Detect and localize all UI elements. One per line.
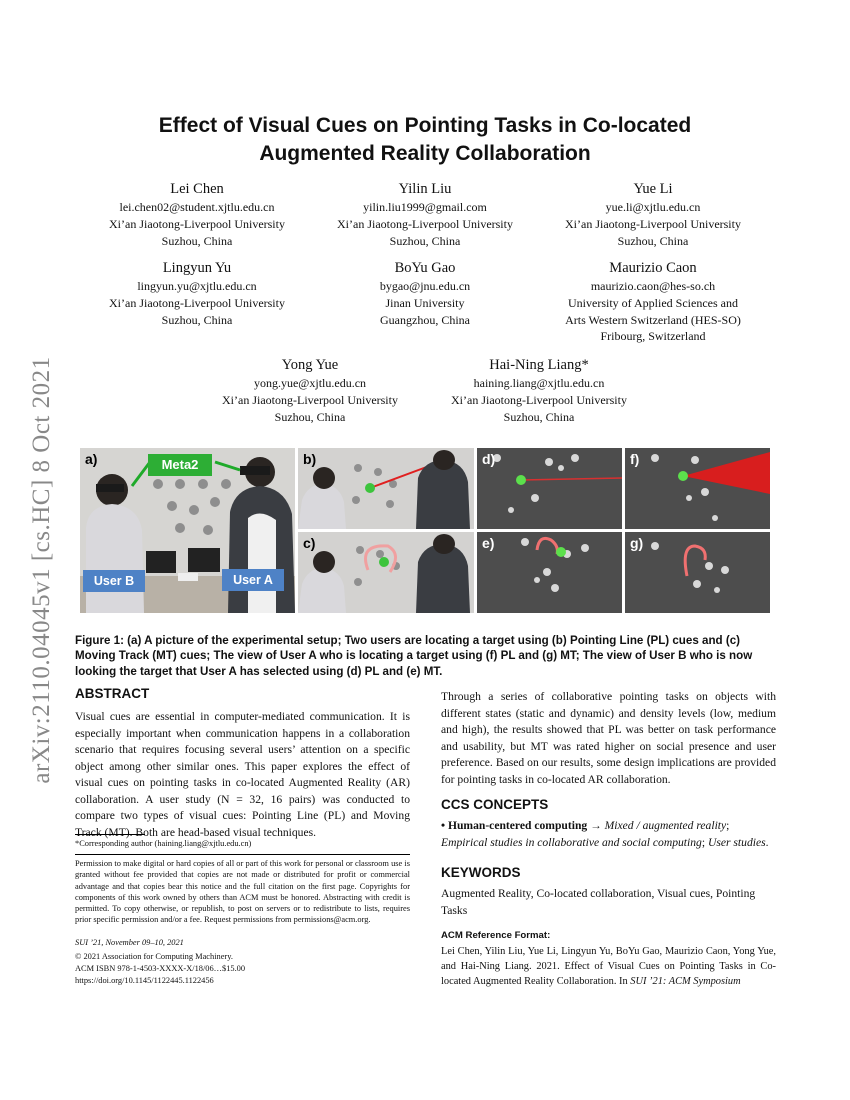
user-a-label: User A: [222, 569, 284, 591]
reference-heading: ACM Reference Format:: [441, 930, 551, 941]
author-block: [67, 180, 327, 249]
author-block: [523, 180, 783, 249]
ccs-sep-2: ;: [701, 835, 708, 849]
reference-body: Lei Chen, Yilin Liu, Yue Li, Lingyun Yu, BoYu Gao, Maurizio Caon, Yong Yue, and Hai-Ning Liang. 2021. Effect of Visual Cues on Pointing Tasks in Co-located Augmented Reality Collaboration. In: [441, 946, 776, 988]
abstract-left: Visual cues are essential in computer-mediated communication. It is especially important when communication happens in a collaboration scenario that requires focusing several users’ attention on a specific object among other similar ones. This paper explores the effect of visual cues on pointing tasks in co-located Augmented Reality (AR) collaboration. A user study (N = 32, 16 pairs) was conducted to compare two types of visual cues: Pointing Line (PL) and Moving Track (MT). Both are head-based visual techniques.: [75, 710, 410, 839]
ccs-italic-1: Mixed / augmented reality: [604, 819, 727, 832]
figure-panel-e: [477, 532, 622, 613]
ccs-italic-2: Empirical studies in collaborative and social computing: [441, 835, 702, 849]
panel-label-a: a): [85, 451, 98, 467]
ccs-text: [441, 818, 776, 851]
panel-d-image: [477, 448, 622, 529]
author-email[interactable]: bygao@jnu.edu.cn: [379, 279, 471, 293]
paper-title: [70, 112, 780, 168]
author-affiliation: Xi’an Jiaotong-Liverpool University: [451, 392, 627, 407]
author-location: Suzhou, China: [161, 233, 233, 248]
author-location: Suzhou, China: [161, 312, 233, 327]
author-email[interactable]: maurizio.caon@hes-so.ch: [590, 279, 716, 293]
isbn-line: ACM ISBN 978-1-4503-XXXX-X/18/06…$15.00: [75, 964, 246, 973]
keywords-heading: KEYWORDS: [441, 865, 521, 880]
author-location: Suzhou, China: [274, 409, 346, 424]
author-email[interactable]: yue.li@xjtlu.edu.cn: [605, 200, 701, 214]
ccs-sep-1: ;: [726, 819, 730, 832]
ccs-heading: CCS CONCEPTS: [441, 797, 549, 812]
author-block: [409, 356, 669, 425]
author-affiliation: Xi’an Jiaotong-Liverpool University: [565, 216, 741, 231]
author-affiliation: Jinan University: [385, 295, 465, 310]
panel-b-image: [298, 448, 474, 529]
panel-label-b: b): [303, 451, 317, 467]
figure-panel-g: [625, 532, 770, 613]
user-b-label: User B: [83, 570, 145, 592]
author-block: [523, 259, 783, 345]
author-location: Guangzhou, China: [380, 312, 470, 327]
arxiv-stamp: [22, 290, 62, 850]
author-name: Yong Yue: [281, 357, 339, 373]
teaser-figure: [80, 448, 770, 613]
author-affiliation: Xi’an Jiaotong-Liverpool University: [222, 392, 398, 407]
author-location: Suzhou, China: [389, 233, 461, 248]
author-name: Hai-Ning Liang*: [489, 357, 589, 373]
figure-caption: Figure 1: (a) A picture of the experimental setup; Two users are locating a target using (b) Pointing Line (PL) cues and (c) Moving Track (MT) cues; The view of User A who is locating a target using (f) PL and (g) MT; The view of User B who is now looking the target that User A has selected using (d) PL and (e) MT.: [75, 634, 753, 678]
ccs-arrow: →: [587, 819, 605, 832]
figure-panel-f: [625, 448, 770, 529]
author-name: Lei Chen: [170, 181, 224, 197]
author-email[interactable]: lei.chen02@student.xjtlu.edu.cn: [119, 200, 275, 214]
panel-g-image: [625, 532, 770, 613]
abstract-heading: ABSTRACT: [75, 686, 150, 701]
author-email[interactable]: yilin.liu1999@gmail.com: [363, 200, 487, 214]
keywords-text: Augmented Reality, Co-located collaboration, Visual cues, Pointing Tasks: [441, 887, 756, 917]
author-name: BoYu Gao: [394, 260, 456, 276]
panel-label-c: c): [303, 535, 316, 551]
author-email[interactable]: lingyun.yu@xjtlu.edu.cn: [137, 279, 257, 293]
permission-rule: [75, 854, 410, 855]
figure-panel-c: [298, 532, 474, 613]
doi-link[interactable]: https://doi.org/10.1145/1122445.1122456: [75, 976, 214, 985]
author-email[interactable]: yong.yue@xjtlu.edu.cn: [253, 376, 367, 390]
copyright-line: © 2021 Association for Computing Machinery.: [75, 952, 233, 961]
title-line-2: Augmented Reality Collaboration: [259, 142, 591, 165]
arxiv-id: arXiv:2110.04045v1 [cs.HC] 8 Oct 2021: [28, 356, 55, 784]
author-name: Lingyun Yu: [162, 260, 232, 276]
title-line-1: Effect of Visual Cues on Pointing Tasks in Co-located: [158, 114, 692, 137]
author-block: [295, 259, 555, 328]
panel-label-d: d): [482, 451, 496, 467]
author-block: [180, 356, 440, 425]
meta2-label: Meta2: [148, 454, 212, 476]
ccs-end: .: [765, 835, 769, 849]
author-affiliation: University of Applied Sciences and: [568, 295, 738, 310]
permission-notice: Permission to make digital or hard copies of all or part of this work for personal or classroom use is granted without fee provided that copies are not made or distributed for profit or commercial advantage and that copies bear this notice and the full citation on the first page. Copyrights for components of this work owned by others than ACM must be honored. Abstracting with credit is permitted. To copy otherwise, or republish, to post on servers or to redistribute to lists, requires prior specific permission and/or a fee. Request permissions from permissions@acm.org.: [75, 859, 410, 925]
panel-label-e: e): [482, 535, 495, 551]
author-affiliation-2: Arts Western Switzerland (HES-SO): [565, 312, 741, 327]
author-location: Suzhou, China: [617, 233, 689, 248]
author-affiliation: Xi’an Jiaotong-Liverpool University: [109, 295, 285, 310]
reference-text: [441, 944, 776, 990]
author-name: Yue Li: [633, 181, 673, 197]
author-block: [295, 180, 555, 249]
footnote-rule: [75, 834, 145, 835]
author-block: [67, 259, 327, 328]
author-name: Yilin Liu: [398, 181, 452, 197]
author-affiliation: Xi’an Jiaotong-Liverpool University: [109, 216, 285, 231]
figure-panel-a: [80, 448, 295, 613]
author-location: Suzhou, China: [503, 409, 575, 424]
figure-panel-b: [298, 448, 474, 529]
panel-label-g: g): [630, 535, 644, 551]
panel-f-image: [625, 448, 770, 529]
author-location: Fribourg, Switzerland: [600, 329, 706, 344]
author-affiliation: Xi’an Jiaotong-Liverpool University: [337, 216, 513, 231]
panel-e-image: [477, 532, 622, 613]
author-name: Maurizio Caon: [609, 260, 697, 276]
reference-venue: SUI ’21: ACM Symposium: [630, 976, 741, 988]
ccs-italic-3: User studies: [707, 835, 766, 849]
panel-label-f: f): [630, 451, 640, 467]
conference-info: SUI ’21, November 09–10, 2021: [75, 938, 184, 947]
corresponding-footnote: *Corresponding author (haining.liang@xjtlu.edu.cn): [75, 839, 252, 848]
author-email[interactable]: haining.liang@xjtlu.edu.cn: [473, 376, 605, 390]
abstract-right: Through a series of collaborative pointing tasks on objects with different states (static and dynamic) and density levels (low, medium and high), the results showed that PL was better on task performance and usability, but MT was rated higher on social presence and user preference. Based on our results, some design implications are provided for pointing tasks in co-located AR collaboration.: [441, 690, 776, 786]
ccs-bold: • Human-centered computing: [441, 819, 588, 832]
figure-panel-d: [477, 448, 622, 529]
panel-c-image: [298, 532, 474, 613]
